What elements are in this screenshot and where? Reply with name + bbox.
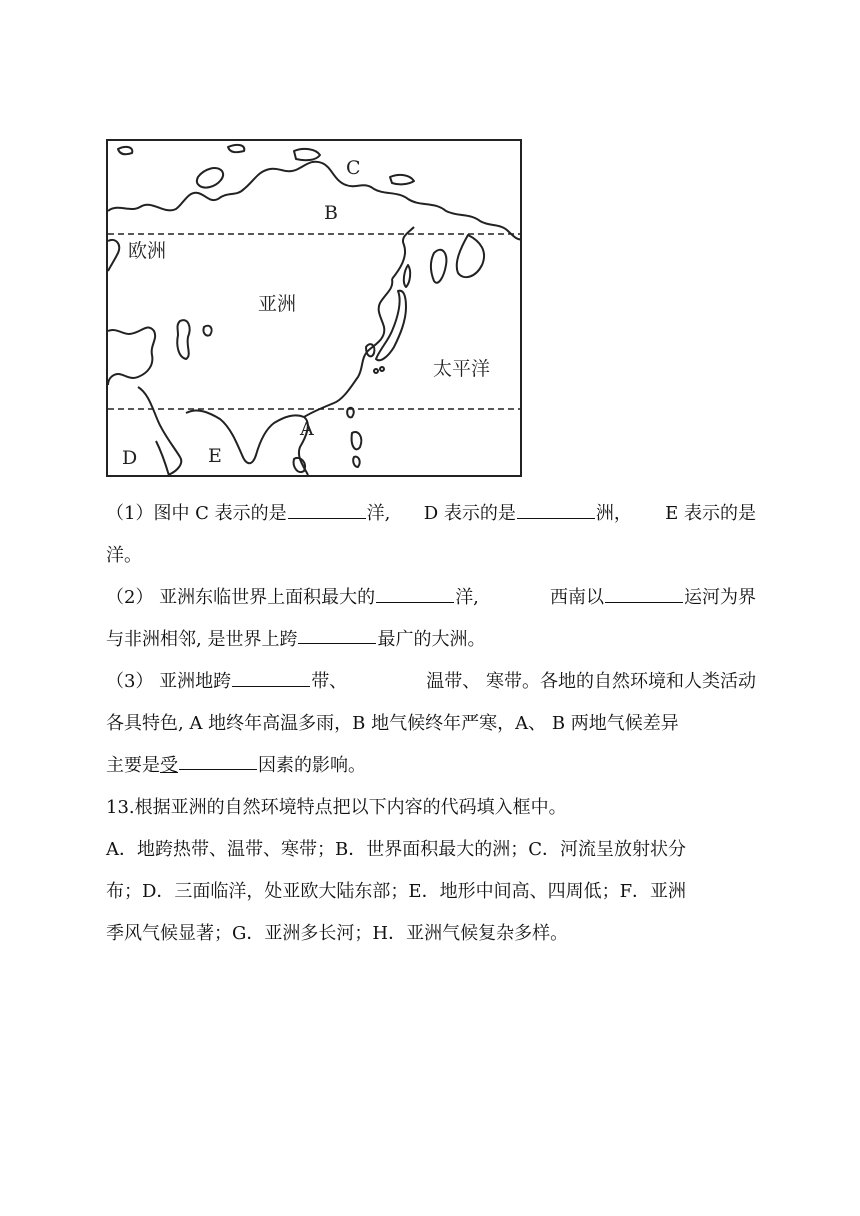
q1-line2-text: 洋。 bbox=[106, 545, 142, 566]
q1-part4: 洲， bbox=[595, 503, 632, 524]
q13-line3-text: 季风气候显著；G．亚洲多长河；H．亚洲气候复杂多样。 bbox=[106, 923, 569, 944]
asia-map bbox=[106, 139, 522, 477]
label-e: E bbox=[208, 445, 222, 467]
q3-part1: （3） 亚洲地跨 bbox=[106, 671, 232, 692]
q13-line1 bbox=[106, 829, 756, 871]
label-asia: 亚洲 bbox=[258, 293, 297, 315]
q2-part1: （2） 亚洲东临世界上面积最大的 bbox=[106, 587, 376, 608]
q13-title bbox=[106, 787, 756, 829]
q2-blank-ocean[interactable] bbox=[376, 578, 454, 603]
q1-part2: 洋, bbox=[366, 503, 391, 524]
q1-blank-d[interactable] bbox=[517, 494, 595, 519]
q1-line1 bbox=[106, 493, 756, 535]
q2-line1 bbox=[106, 577, 756, 619]
q2-part4: 运河为界 bbox=[684, 587, 756, 608]
q13-title-text: 13.根据亚洲的自然环境特点把以下内容的代码填入框中。 bbox=[106, 797, 567, 818]
q3-line2 bbox=[106, 703, 756, 745]
q3-blank-zone[interactable] bbox=[232, 662, 310, 687]
q3-part2: 带、 bbox=[311, 671, 348, 692]
label-c: C bbox=[346, 157, 361, 179]
q2-blank-span[interactable] bbox=[298, 619, 376, 644]
q1-part1: （1）图中 C 表示的是 bbox=[106, 503, 287, 524]
questions-block bbox=[106, 493, 756, 955]
q2-line2a: 与非洲相邻, 是世界上跨 bbox=[106, 629, 298, 650]
label-europe: 欧洲 bbox=[128, 240, 167, 262]
q1-line2 bbox=[106, 535, 756, 577]
q13-line2 bbox=[106, 871, 756, 913]
q3-blank-factor[interactable] bbox=[179, 745, 257, 770]
q13-line2-text: 布；D．三面临洋，处亚欧大陆东部；E．地形中间高、四周低；F．亚洲 bbox=[106, 881, 687, 902]
q2-part3: 西南以 bbox=[550, 587, 604, 608]
label-b: B bbox=[324, 202, 338, 224]
q2-line2b: 最广的大洲。 bbox=[377, 629, 486, 650]
label-d: D bbox=[122, 447, 138, 469]
q1-part5: E 表示的是 bbox=[665, 503, 756, 524]
q13-line3 bbox=[106, 913, 756, 955]
q3-line3u: 受 bbox=[160, 755, 178, 776]
label-pacific: 太平洋 bbox=[433, 358, 491, 380]
q1-blank-c[interactable] bbox=[288, 494, 366, 519]
q3-part3: 温带、 寒带。各地的自然环境和人类活动 bbox=[426, 671, 756, 692]
q3-line3b: 因素的影响。 bbox=[258, 755, 366, 776]
q3-line2-text: 各具特色, A 地终年高温多雨，B 地气候终年严寒，A、 B 两地气候差异 bbox=[106, 713, 679, 734]
q3-line3a: 主要是 bbox=[106, 755, 160, 776]
q2-line2 bbox=[106, 619, 756, 661]
q3-line3 bbox=[106, 745, 756, 787]
q2-part2: 洋, bbox=[455, 587, 479, 608]
q1-part3: D 表示的是 bbox=[423, 503, 516, 524]
map-outline bbox=[108, 141, 522, 477]
q2-blank-canal[interactable] bbox=[605, 578, 683, 603]
q13-line1-text: A．地跨热带、温带、寒带；B．世界面积最大的洲；C．河流呈放射状分 bbox=[106, 839, 686, 860]
q3-line1 bbox=[106, 661, 756, 703]
label-a: A bbox=[300, 418, 314, 440]
